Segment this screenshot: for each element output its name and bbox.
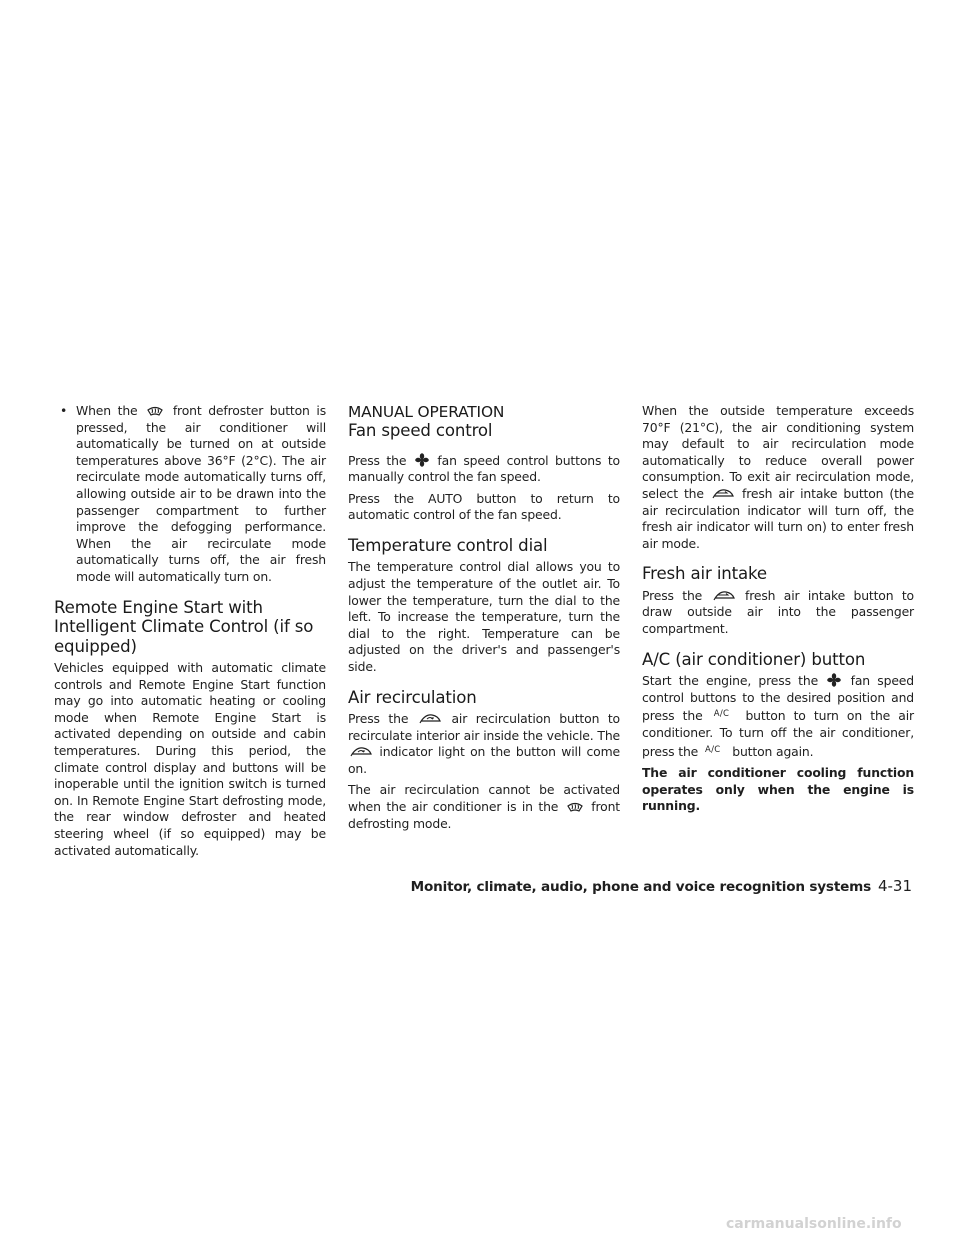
- front-defroster-icon: [146, 405, 164, 417]
- temperature-dial-text: The temperature control dial allows you to adjust the temperature of the outlet air. To lower the temperature, turn the dial to the left. To increase the temperature, turn the dial to the right. Temperature can be adjusted on the driver's and passenger's side.: [348, 559, 620, 674]
- ac-symbol: A/C: [713, 709, 730, 720]
- manual-operation-heading: MANUAL OPERATION: [348, 403, 505, 421]
- fresh-air-heading: Fresh air intake: [642, 564, 767, 584]
- column-left: [54, 403, 326, 864]
- air-recirculation-heading: Air recirculation: [348, 687, 477, 707]
- ac-button-heading: A/C (air conditioner) button: [642, 649, 866, 669]
- air-recirculation-text-2: The air recirculation cannot be activated when the air conditioner is in the front defrosting mode.: [348, 782, 620, 831]
- recirculation-indicator-icon: [350, 746, 372, 758]
- fresh-air-icon: [713, 590, 735, 602]
- fan-icon: [827, 673, 841, 687]
- remote-start-heading: Remote Engine Start with Intelligent Climate Control (if so equipped): [54, 597, 314, 656]
- fan-speed-text-1: Press the fan speed control buttons to manually control the fan speed.: [348, 452, 620, 485]
- fresh-air-text: Press the fresh air intake button to draw outside air into the passenger compartment.: [642, 587, 914, 637]
- defroster-bullet: • When the front defroster button is pressed, the air conditioner will automatically be turned on at outside temperatures above 36°F (2°C). The air recirculate mode automatically turns off, allowing outside air to be drawn into the passenger compartment to further improve the defogging performance. When the air recirculate mode automatically turns off, the air fresh mode will automatically turn on.: [60, 403, 326, 584]
- bullet-dot: •: [60, 403, 68, 418]
- page-number: 4-31: [877, 877, 912, 895]
- front-defroster-icon: [566, 801, 584, 813]
- fan-speed-heading: Fan speed control: [348, 421, 493, 440]
- temperature-dial-heading: Temperature control dial: [348, 535, 548, 555]
- ac-button-text: Start the engine, press the fan speed control buttons to the desired position and press the A/C button to turn on the air conditioner. To turn off the air conditioner, press the A/C button again.: [642, 673, 914, 759]
- chapter-title: Monitor, climate, audio, phone and voice recognition systems: [410, 879, 871, 895]
- air-recirculation-text-1: Press the air recirculation button to recirculate interior air inside the vehicle. The indicator light on the button will come on.: [348, 711, 620, 776]
- fan-icon: [415, 453, 429, 467]
- fresh-air-icon: [712, 488, 734, 500]
- column-right: [642, 403, 914, 820]
- recirculation-icon: [419, 713, 441, 725]
- ac-symbol: A/C: [704, 744, 721, 755]
- page-footer: [0, 876, 960, 898]
- ac-warning-text: The air conditioner cooling function operates only when the engine is running.: [642, 765, 914, 814]
- remote-start-text: Vehicles equipped with automatic climate controls and Remote Engine Start function may go into automatic heating or cooling mode when Remote Engine Start is activated depending on outside and cabin temperatures. During this period, the climate control display and buttons will be inoperable until the ignition switch is turned on. In Remote Engine Start defrosting mode, the rear window defroster and heated steering wheel (if so equipped) may be activated automatically.: [54, 660, 326, 858]
- outside-temperature-text: When the outside temperature exceeds 70°F (21°C), the air conditioning system may default to air recirculation mode automatically to reduce overall power consumption. To exit air recirculation mode, select the fresh air intake button (the air recirculation indicator will turn off, the fresh air indicator will turn on) to enter fresh air mode.: [642, 403, 914, 551]
- watermark: carmanualsonline.info: [726, 1216, 902, 1232]
- column-middle: [348, 403, 620, 837]
- fan-speed-text-2: Press the AUTO button to return to automatic control of the fan speed.: [348, 490, 620, 523]
